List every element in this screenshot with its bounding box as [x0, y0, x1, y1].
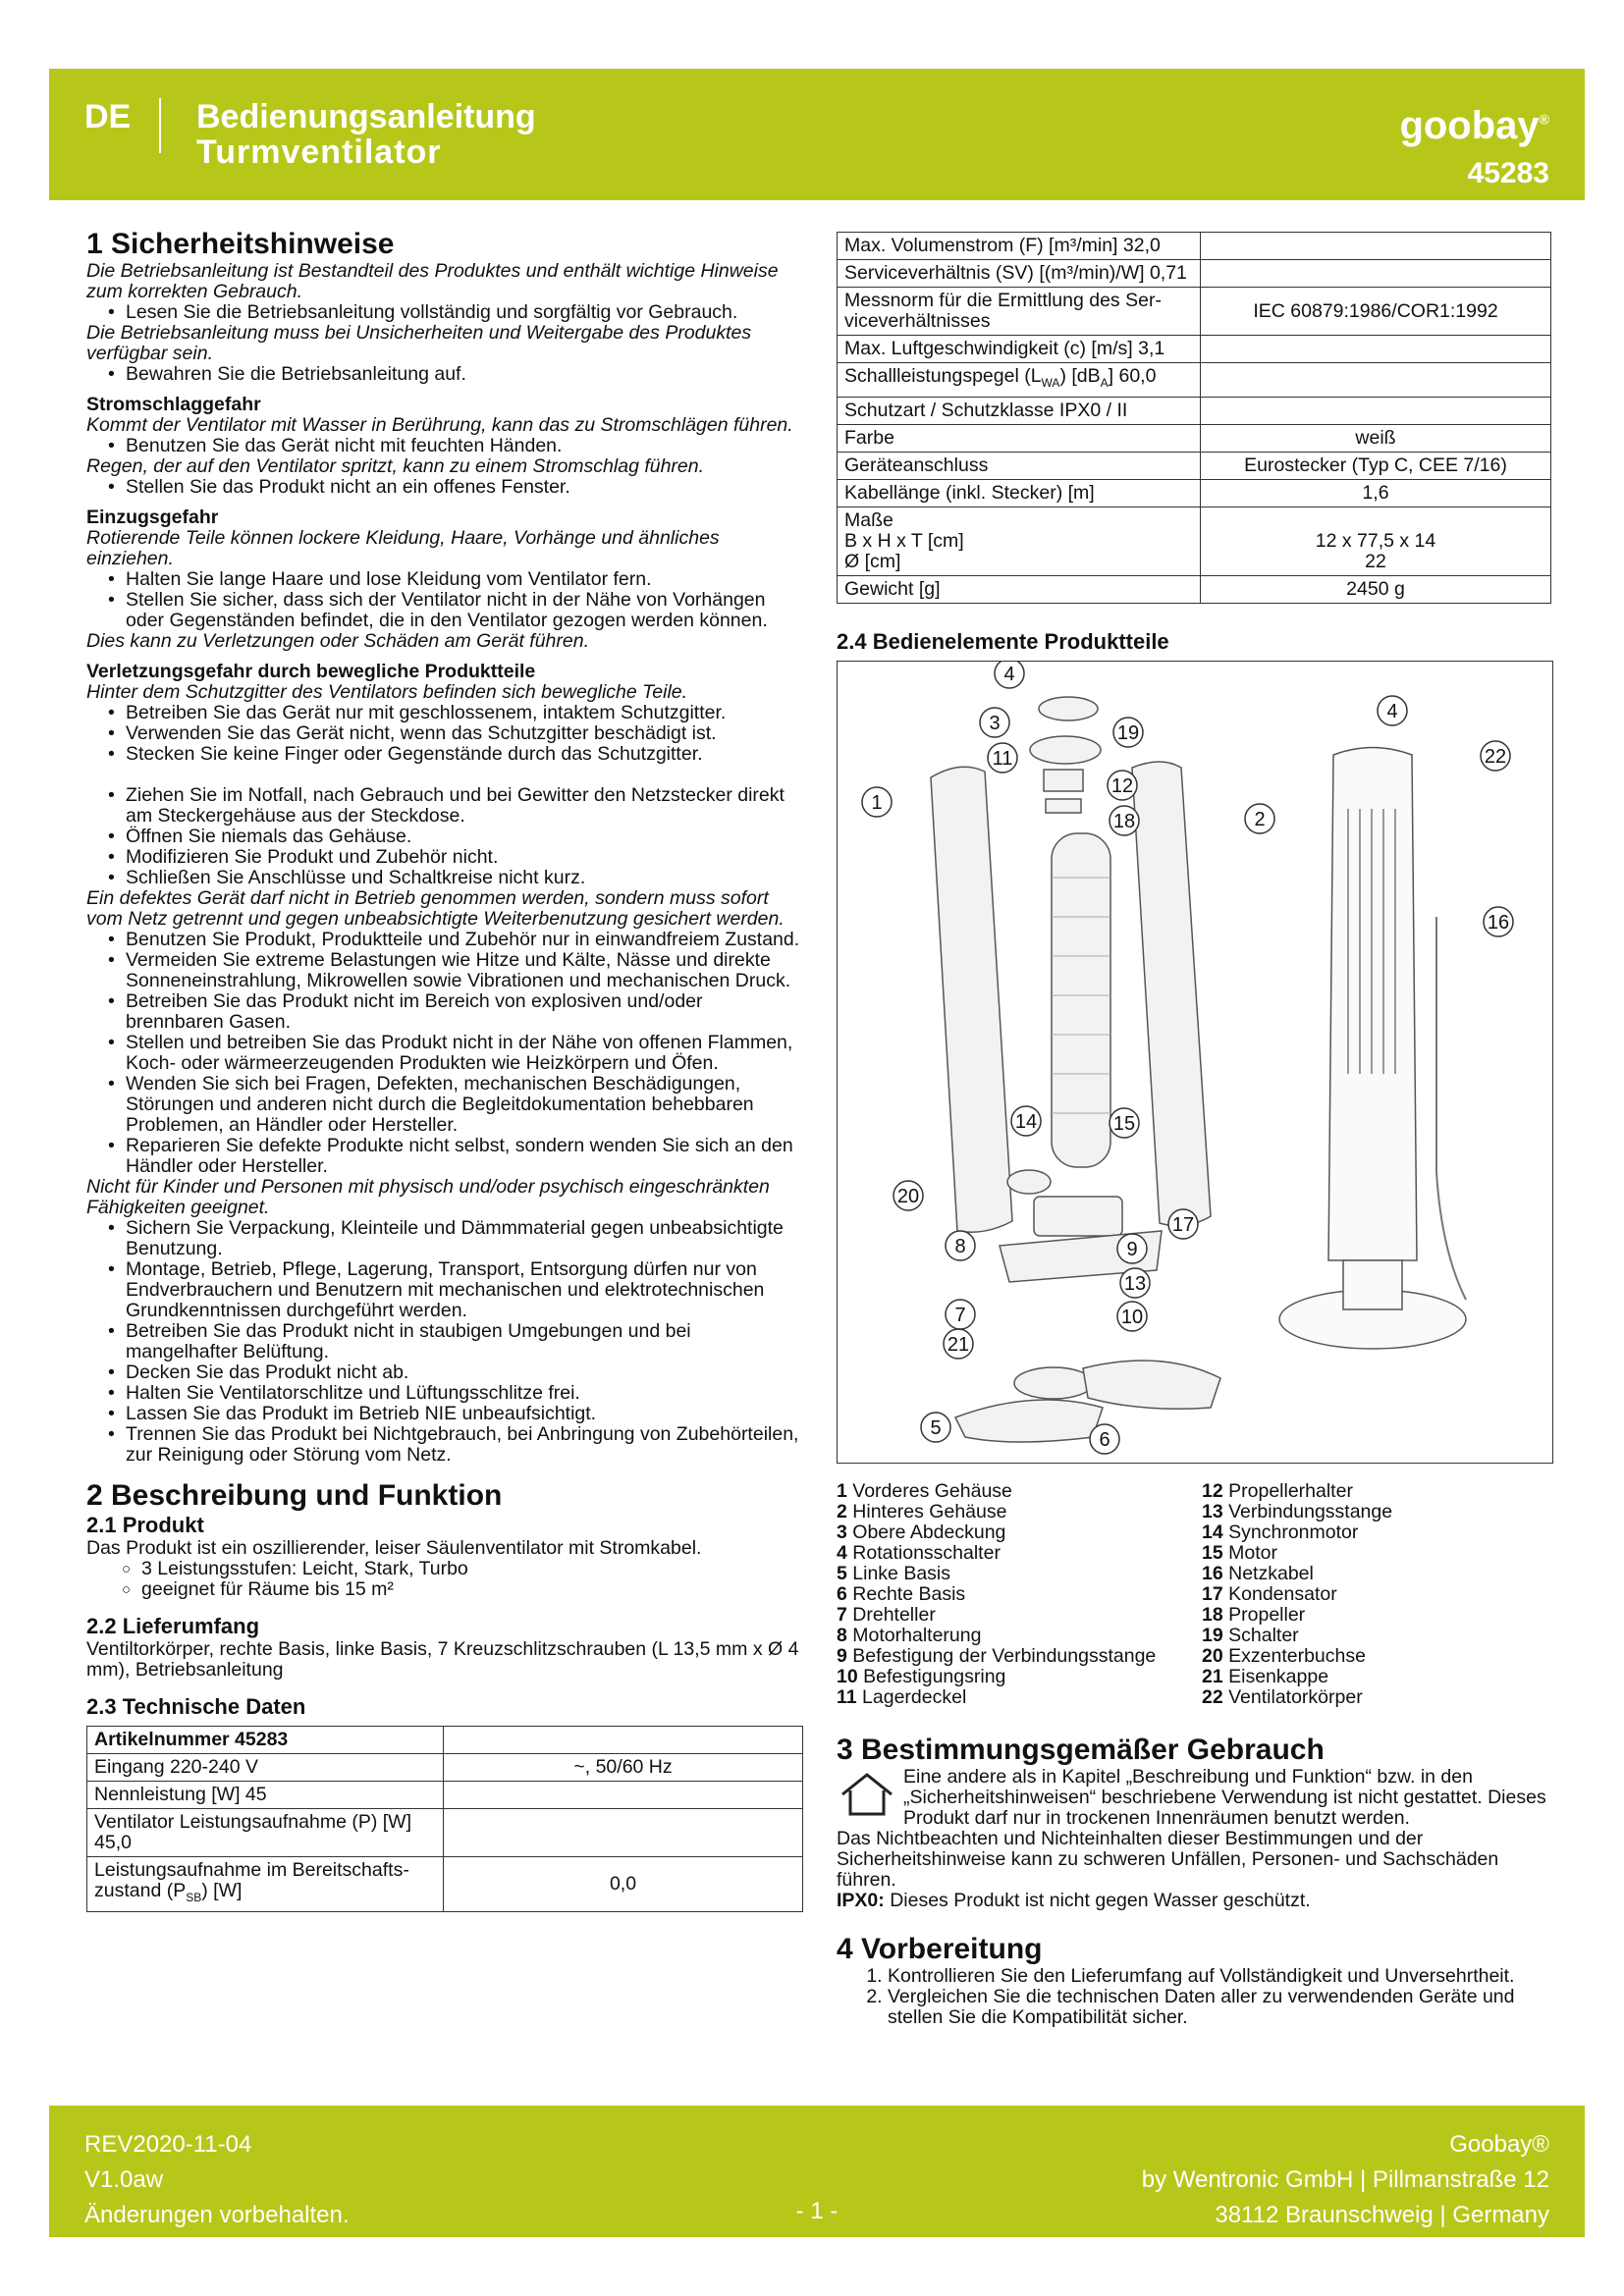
svg-text:6: 6	[1099, 1428, 1110, 1451]
callout-14	[1011, 1106, 1041, 1136]
svg-text:19: 19	[1116, 721, 1140, 744]
left-base-drawing	[955, 1400, 1103, 1442]
exploded-parts-diagram	[837, 661, 1553, 1464]
svg-text:4: 4	[1003, 663, 1015, 685]
propeller-drawing	[1052, 833, 1110, 1167]
section-2-2-title: 2.2 Lieferumfang	[86, 1614, 260, 1638]
table-row: Ventilator Leistungsaufnahme (P) [W] 45,0	[87, 1809, 803, 1857]
s3-para-2: Das Nichtbeachten und Nichteinhalten dieser Bestimmungen und der Sicherheitshinweise kann zu schweren Unfällen, Personen- und Sachschäden führen.	[837, 1827, 1499, 1891]
svg-text:11: 11	[992, 747, 1013, 770]
document-title: Bedienungsanleitung	[196, 98, 536, 135]
version: V1.0aw	[84, 2166, 164, 2193]
s1-para: Rotierende Teile können lockere Kleidung, Haare, Vorhänge und ähnliches einziehen.	[86, 527, 720, 569]
motor-drawing	[1034, 1197, 1122, 1236]
s3-ipx: IPX0: Dieses Produkt ist nicht gegen Wasser geschützt.	[837, 1889, 1311, 1911]
sync-motor-drawing	[1007, 1170, 1051, 1194]
header-band	[49, 69, 1585, 200]
tech-data-table-2	[837, 232, 1551, 604]
table-row: Farbe weiß	[838, 424, 1551, 452]
list-item: • Wenden Sie sich bei Fragen, Defekten, mechanischen Beschädigungen, Störungen und anderen nicht durch die Begleitdokumentation behebbaren Problemen, an Händler oder Hersteller.	[126, 1074, 803, 1136]
callout-7	[946, 1300, 975, 1329]
svg-text:12: 12	[1110, 774, 1134, 797]
switch-drawing	[1044, 770, 1083, 791]
list-item: • Stellen und betreiben Sie das Produkt nicht in der Nähe von offenen Flammen, Koch- oder wärmeerzeugenden Produkten wie Heizkörpern und Öfen.	[126, 1033, 803, 1074]
callout-15	[1110, 1108, 1139, 1138]
svg-text:16: 16	[1487, 911, 1510, 934]
parts-list	[837, 1481, 1551, 1708]
power-cable-drawing	[1436, 917, 1466, 1300]
section-2-1-title: 2.1 Produkt	[86, 1513, 204, 1537]
list-item: 5 Linke Basis	[837, 1562, 950, 1584]
section-4-title: 4 Vorbereitung	[837, 1932, 1043, 1965]
s1-para: Regen, der auf den Ventilator spritzt, kann zu einem Stromschlag führen.	[86, 455, 705, 477]
callout-19	[1113, 718, 1143, 747]
list-item: 10 Befestigungsring	[837, 1665, 1006, 1687]
right-base-drawing	[1083, 1361, 1220, 1409]
callout-9	[1117, 1234, 1147, 1263]
heading-stromschlag: Stromschlaggefahr	[86, 394, 261, 415]
callout-13	[1120, 1268, 1150, 1298]
list-item: • Montage, Betrieb, Pflege, Lagerung, Transport, Entsorgung dürfen nur von Endverbrauchern und Benutzern mit mechanischen und elektrotechnischen Grundkenntnissen durchgeführt werden.	[126, 1259, 803, 1321]
list-item: 3 Obere Abdeckung	[837, 1521, 1006, 1543]
fan-neck-drawing	[1343, 1260, 1402, 1309]
list-item: 4 Rotationsschalter	[837, 1541, 1001, 1564]
callout-10	[1117, 1302, 1147, 1331]
propeller-holder-drawing	[1046, 799, 1081, 813]
list-item: • Verwenden Sie das Gerät nicht, wenn das Schutzgitter beschädigt ist.	[126, 723, 803, 744]
section-2-title: 2 Beschreibung und Funktion	[86, 1479, 503, 1512]
callout-6	[1090, 1424, 1119, 1454]
callout-12	[1108, 771, 1137, 800]
footer-band	[49, 2106, 1585, 2237]
callout-17	[1168, 1209, 1198, 1239]
callout-2	[1245, 804, 1274, 833]
svg-text:8: 8	[954, 1235, 966, 1257]
s1-para: Hinter dem Schutzgitter des Ventilators befinden sich bewegliche Teile.	[86, 681, 688, 703]
s1-para: Ein defektes Gerät darf nicht in Betrieb genommen werden, sondern muss sofort vom Netz getrennt und gegen unbeabsichtigte Weiterbenutzung gesichert werden.	[86, 887, 785, 930]
list-item: • Betreiben Sie das Produkt nicht im Bereich von explosiven und/oder brennbaren Gasen.	[126, 991, 803, 1033]
list-item: 13 Verbindungsstange	[1202, 1500, 1393, 1522]
city-address: 38112 Braunschweig | Germany	[1215, 2202, 1549, 2228]
table-row: Max. Luftgeschwindigkeit (c) [m/s] 3,1	[838, 336, 1551, 363]
list-item: • Halten Sie lange Haare und lose Kleidung vom Ventilator fern.	[126, 569, 803, 590]
section-2-4-title: 2.4 Bedienelemente Produktteile	[837, 628, 1169, 654]
list-item: • Benutzen Sie Produkt, Produktteile und Zubehör nur in einwandfreiem Zustand.	[126, 930, 803, 950]
list-item: • Lesen Sie die Betriebsanleitung vollständig und sorgfältig vor Gebrauch.	[126, 302, 803, 323]
svg-text:15: 15	[1112, 1112, 1136, 1135]
list-item: • Bewahren Sie die Betriebsanleitung auf.	[126, 364, 803, 385]
list-item: 12 Propellerhalter	[1202, 1479, 1353, 1502]
list-item: • Betreiben Sie das Gerät nur mit geschlossenem, intaktem Schutzgitter.	[126, 703, 803, 723]
svg-text:4: 4	[1386, 700, 1398, 722]
list-item: 19 Schalter	[1202, 1624, 1299, 1646]
list-item: • Sichern Sie Verpackung, Kleinteile und Dämmmaterial gegen unbeabsichtigte Benutzung.	[126, 1218, 803, 1259]
list-item: 18 Propeller	[1202, 1603, 1306, 1626]
tech-data-table-1	[86, 1726, 803, 1912]
callout-22	[1481, 741, 1510, 771]
parts-list-left	[837, 1481, 1202, 1708]
list-item: • Stellen Sie das Produkt nicht an ein offenes Fenster.	[126, 477, 803, 498]
rear-housing-drawing	[1132, 762, 1211, 1226]
svg-text:2: 2	[1254, 808, 1266, 830]
list-item: 14 Synchronmotor	[1202, 1521, 1359, 1543]
turntable-drawing	[1014, 1367, 1093, 1399]
brand: Goobay®	[1449, 2131, 1549, 2158]
s1-intro: Die Betriebsanleitung ist Bestandteil des Produktes und enthält wichtige Hinweise zum korrekten Gebrauch.	[86, 260, 779, 302]
list-item: • Stellen Sie sicher, dass sich der Ventilator nicht in der Nähe von Vorhängen oder Gegenständen befindet, die in den Ventilator gezogen werden können.	[126, 590, 803, 631]
callout-1	[862, 787, 892, 817]
table-row: Eingang 220-240 V ~, 50/60 Hz	[87, 1754, 803, 1782]
list-item: 6 Rechte Basis	[837, 1582, 966, 1605]
s1-para: Nicht für Kinder und Personen mit physisch und/oder psychisch eingeschränkten Fähigkeiten geeignet.	[86, 1176, 770, 1218]
house-icon	[839, 1771, 895, 1818]
callout-4b	[1378, 696, 1407, 725]
section-2-3-title: 2.3 Technische Daten	[86, 1694, 306, 1719]
svg-text:18: 18	[1112, 810, 1136, 832]
front-housing-drawing	[931, 767, 1012, 1232]
svg-text:3: 3	[989, 712, 1001, 734]
list-item: ○ geeignet für Räume bis 15 m²	[141, 1579, 803, 1600]
article-number: 45283	[1467, 157, 1549, 189]
list-item: 2 Hinteres Gehäuse	[837, 1500, 1007, 1522]
list-item: • Ziehen Sie im Notfall, nach Gebrauch und bei Gewitter den Netzstecker direkt am Steckergehäuse aus der Steckdose.	[126, 785, 803, 827]
section-1-title: 1 Sicherheitshinweise	[86, 228, 395, 260]
fan-exploded-view	[838, 662, 1550, 1461]
list-item: ○ 3 Leistungsstufen: Leicht, Stark, Turbo	[141, 1559, 803, 1579]
svg-text:14: 14	[1014, 1110, 1038, 1133]
table-row: Schutzart / Schutzklasse IPX0 / II	[838, 397, 1551, 424]
parts-list-right	[1202, 1481, 1551, 1708]
list-item: • Benutzen Sie das Gerät nicht mit feuchten Händen.	[126, 436, 803, 456]
list-item: • Stecken Sie keine Finger oder Gegenstände durch das Schutzgitter.	[126, 744, 803, 765]
list-item: • Trennen Sie das Produkt bei Nichtgebrauch, bei Anbringung von Zubehörteilen, zur Reinigung oder Störung vom Netz.	[126, 1424, 803, 1466]
company-address: by Wentronic GmbH | Pillmanstraße 12	[1141, 2166, 1549, 2193]
callout-8	[946, 1231, 975, 1260]
table-row: Gewicht [g] 2450 g	[838, 575, 1551, 603]
callout-16	[1484, 907, 1513, 936]
language-code: DE	[84, 98, 132, 135]
list-item: • Decken Sie das Produkt nicht ab.	[126, 1362, 803, 1383]
table-row: Leistungsaufnahme im Bereitschafts- zustand $(P_{SB})$ [W] 0,0	[87, 1857, 803, 1912]
heading-einzug: Einzugsgefahr	[86, 507, 219, 528]
callout-18	[1110, 806, 1139, 835]
list-item: 22 Ventilatorkörper	[1202, 1685, 1363, 1708]
list-item: 20 Exzenterbuchse	[1202, 1644, 1366, 1667]
table-row: Messnorm für die Ermittlung des Ser- viceverhältnisses IEC 60879:1986/COR1:1992	[838, 288, 1551, 336]
list-item: • Schließen Sie Anschlüsse und Schaltkreise nicht kurz.	[126, 868, 803, 888]
list-item: 15 Motor	[1202, 1541, 1277, 1564]
right-column	[837, 232, 1551, 2028]
svg-text:9: 9	[1126, 1238, 1138, 1260]
list-item: 11 Lagerdeckel	[837, 1685, 967, 1708]
svg-text:22: 22	[1484, 745, 1507, 768]
callout-3	[980, 708, 1009, 737]
list-item: 1 Vorderes Gehäuse	[837, 1479, 1012, 1502]
top-cover-drawing	[1030, 736, 1101, 764]
list-item: • Betreiben Sie das Produkt nicht in staubigen Umgebungen und bei mangelhafter Belüftung.	[126, 1321, 803, 1362]
table-row: Nennleistung [W] 45	[87, 1782, 803, 1809]
left-column	[86, 228, 803, 1912]
goobay-logo: goobay®	[1399, 104, 1549, 147]
svg-text:21: 21	[947, 1333, 970, 1356]
s1-para: Dies kann zu Verletzungen oder Schäden am Gerät führen.	[86, 630, 589, 652]
s2-para: Ventiltorkörper, rechte Basis, linke Basis, 7 Kreuzschlitzschrauben (L 13,5 mm x Ø 4 mm), Betriebsanleitung	[86, 1638, 799, 1681]
page-number: - 1 -	[795, 2198, 839, 2224]
table-row: Schallleistungspegel $(L_{WA})$ $[dB_A]$ 60,0	[838, 363, 1551, 398]
svg-text:13: 13	[1123, 1272, 1147, 1295]
list-item: 2. Vergleichen Sie die technischen Daten aller zu verwendenden Geräte und stellen Sie die Kompatibilität sicher.	[888, 1987, 1551, 2028]
list-item: • Vermeiden Sie extreme Belastungen wie Hitze und Kälte, Nässe und direkte Sonneneinstrahlung, Mikrowellen sowie Vibrationen und mechanischen Druck.	[126, 950, 803, 991]
s1-para: Die Betriebsanleitung muss bei Unsicherheiten und Weitergabe des Produktes verfügbar sein.	[86, 322, 752, 364]
svg-text:1: 1	[871, 791, 883, 814]
list-item: 8 Motorhalterung	[837, 1624, 982, 1646]
heading-verletzung: Verletzungsgefahr durch bewegliche Produktteile	[86, 661, 536, 682]
revision: REV2020-11-04	[84, 2131, 252, 2158]
list-item: 21 Eisenkappe	[1202, 1665, 1329, 1687]
svg-text:20: 20	[896, 1185, 920, 1207]
callout-20	[893, 1181, 923, 1210]
table-row: Serviceverhältnis (SV) [(m³/min)/W] 0,71	[838, 260, 1551, 288]
changes-note: Änderungen vorbehalten.	[84, 2202, 350, 2228]
document-subtitle: Turmventilator	[196, 133, 442, 171]
list-item: 17 Kondensator	[1202, 1582, 1337, 1605]
list-item: • Modifizieren Sie Produkt und Zubehör nicht.	[126, 847, 803, 868]
list-item: 7 Drehteller	[837, 1603, 936, 1626]
rotary-switch-drawing	[1039, 697, 1098, 721]
callout-11	[988, 743, 1017, 773]
callout-21	[944, 1329, 973, 1359]
list-item: • Halten Sie Ventilatorschlitze und Lüftungsschlitze frei.	[126, 1383, 803, 1404]
callout-4	[995, 662, 1024, 688]
table-row: Maße B x H x T [cm] Ø [cm] 12 x 77,5 x 14 22	[838, 507, 1551, 575]
svg-text:7: 7	[954, 1304, 966, 1326]
header-divider	[159, 98, 161, 153]
table-row: Geräteanschluss Eurostecker (Typ C, CEE 7/16)	[838, 452, 1551, 479]
callout-5	[921, 1413, 950, 1442]
svg-text:5: 5	[930, 1416, 942, 1439]
table-row: Max. Volumenstrom (F) [m³/min] 32,0	[838, 233, 1551, 260]
list-item: 16 Netzkabel	[1202, 1562, 1314, 1584]
list-item: • Reparieren Sie defekte Produkte nicht selbst, sondern wenden Sie sich an den Händler oder Hersteller.	[126, 1136, 803, 1177]
s3-para-1: Eine andere als in Kapitel „Beschreibung und Funktion“ bzw. in den „Sicherheitshinweisen“ beschriebene Verwendung ist nicht gestattet. Dieses Produkt darf nur in trockenen Innenräumen benutzt werden.	[903, 1765, 1546, 1829]
s2-para: Das Produkt ist ein oszillierender, leiser Säulenventilator mit Stromkabel.	[86, 1537, 702, 1559]
table-row: Kabellänge (inkl. Stecker) [m] 1,6	[838, 479, 1551, 507]
s1-para: Kommt der Ventilator mit Wasser in Berührung, kann das zu Stromschlägen führen.	[86, 414, 793, 436]
list-item: • Öffnen Sie niemals das Gehäuse.	[126, 827, 803, 847]
section-3-title: 3 Bestimmungsgemäßer Gebrauch	[837, 1733, 1325, 1766]
table-row: Artikelnummer 45283	[87, 1727, 803, 1754]
list-item: 1. Kontrollieren Sie den Lieferumfang auf Vollständigkeit und Unversehrtheit.	[888, 1966, 1551, 1987]
svg-text:10: 10	[1120, 1306, 1144, 1328]
list-item: • Lassen Sie das Produkt im Betrieb NIE unbeaufsichtigt.	[126, 1404, 803, 1424]
svg-text:17: 17	[1171, 1213, 1195, 1236]
list-item: 9 Befestigung der Verbindungsstange	[837, 1644, 1157, 1667]
